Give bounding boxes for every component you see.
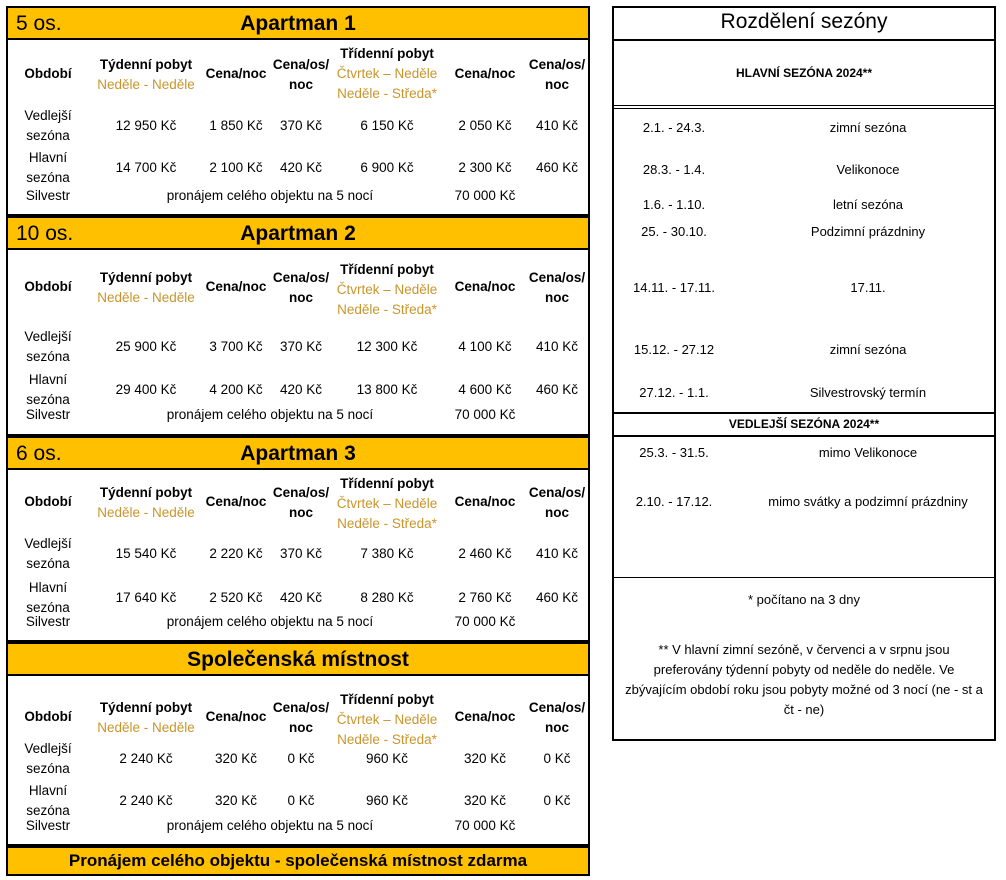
header-weekly-days: Neděle - Neděle (97, 290, 195, 305)
season-name: letní sezóna (832, 197, 904, 212)
row-period-season: sezóna (26, 349, 70, 364)
cell-person3: 460 Kč (535, 382, 579, 397)
cell-night: 320 Kč (214, 751, 258, 766)
header-price-night-3: Cena/noc (454, 279, 516, 294)
cell-person: 420 Kč (279, 382, 323, 397)
cell-weekly: 2 240 Kč (119, 751, 173, 766)
season-dates: 27.12. - 1.1. (639, 385, 709, 400)
cell-night3: 2 300 Kč (458, 160, 512, 175)
header-price-person: Cena/os/ (272, 700, 330, 715)
header-weekly-days: Neděle - Neděle (97, 505, 195, 520)
row-period: Hlavní (28, 580, 68, 595)
cell-person: 420 Kč (279, 590, 323, 605)
cell-weekly: 29 400 Kč (115, 382, 177, 397)
section-title: Společenská místnost (187, 648, 409, 671)
row-period-season: sezóna (26, 556, 70, 571)
season-name: Silvestrovský termín (809, 385, 927, 400)
season-panel-title: Rozdělení sezóny (720, 10, 888, 33)
header-three-day: Třídenní pobyt (340, 46, 434, 61)
section-title: Apartman 2 (240, 222, 356, 245)
note-line: preferovány týdenní pobyty od neděle do neděle. Ve (653, 662, 955, 677)
side-season-heading: VEDLEJŠÍ SEZÓNA 2024** (728, 417, 880, 431)
row-silvestr-price: 70 000 Kč (454, 614, 516, 629)
header-three-day-sun: Neděle - Středa* (337, 732, 437, 747)
row-period: Vedlejší (24, 741, 72, 756)
header-price-night: Cena/noc (205, 279, 267, 294)
cell-person3: 410 Kč (535, 546, 579, 561)
header-price-person-unit: noc (288, 505, 313, 520)
row-silvestr-price: 70 000 Kč (454, 818, 516, 833)
cell-person: 0 Kč (287, 751, 315, 766)
capacity-label: 6 os. (16, 442, 62, 465)
capacity-label: 10 os. (16, 222, 74, 245)
note-line: čt - ne) (783, 702, 825, 717)
header-weekly-days: Neděle - Neděle (97, 77, 195, 92)
header-weekly: Týdenní pobyt (99, 485, 193, 500)
header-weekly: Týdenní pobyt (99, 270, 193, 285)
section-title: Apartman 3 (240, 442, 356, 465)
cell-night: 2 220 Kč (209, 546, 263, 561)
header-period: Období (24, 709, 72, 724)
season-dates: 1.6. - 1.10. (642, 197, 706, 212)
header-period: Období (24, 494, 72, 509)
cell-night3: 320 Kč (463, 751, 507, 766)
row-period: Hlavní (28, 372, 68, 387)
row-silvestr-text: pronájem celého objektu na 5 nocí (166, 818, 374, 833)
header-price-person-unit: noc (288, 720, 313, 735)
cell-person3: 0 Kč (543, 793, 571, 808)
header-price-person-3: Cena/os/ (528, 485, 586, 500)
note-line: zbývajícím období roku jsou pobyty možné od 3 nocí (ne - st a (625, 682, 983, 697)
row-silvestr-label: Silvestr (25, 818, 71, 833)
cell-person: 420 Kč (279, 160, 323, 175)
section-bar (6, 436, 590, 470)
header-price-night-3: Cena/noc (454, 494, 516, 509)
row-period: Vedlejší (24, 329, 72, 344)
header-period: Období (24, 279, 72, 294)
row-silvestr-price: 70 000 Kč (454, 407, 516, 422)
row-period: Hlavní (28, 150, 68, 165)
header-price-person-unit: noc (288, 77, 313, 92)
section-bar (6, 216, 590, 250)
row-silvestr-label: Silvestr (25, 407, 71, 422)
row-period: Vedlejší (24, 536, 72, 551)
cell-three: 7 380 Kč (360, 546, 414, 561)
row-silvestr-price: 70 000 Kč (454, 188, 516, 203)
cell-night3: 4 600 Kč (458, 382, 512, 397)
cell-weekly: 2 240 Kč (119, 793, 173, 808)
header-three-day: Třídenní pobyt (340, 262, 434, 277)
header-weekly-days: Neděle - Neděle (97, 720, 195, 735)
header-price-person: Cena/os/ (272, 485, 330, 500)
row-period-season: sezóna (26, 392, 70, 407)
cell-night: 2 100 Kč (209, 160, 263, 175)
season-dates: 25. - 30.10. (641, 224, 707, 239)
cell-person3: 410 Kč (535, 118, 579, 133)
cell-night3: 4 100 Kč (458, 339, 512, 354)
header-period: Období (24, 66, 72, 81)
cell-three: 6 900 Kč (360, 160, 414, 175)
header-three-day-thu: Čtvrtek – Neděle (336, 66, 438, 81)
header-price-person-3: Cena/os/ (528, 270, 586, 285)
header-three-day-thu: Čtvrtek – Neděle (336, 282, 438, 297)
cell-person3: 460 Kč (535, 160, 579, 175)
header-three-day-sun: Neděle - Středa* (337, 302, 437, 317)
season-dates: 25.3. - 31.5. (639, 445, 709, 460)
row-silvestr-text: pronájem celého objektu na 5 nocí (166, 188, 374, 203)
cell-night: 3 700 Kč (209, 339, 263, 354)
season-dates: 2.1. - 24.3. (642, 120, 706, 135)
header-three-day: Třídenní pobyt (340, 476, 434, 491)
cell-person: 370 Kč (279, 339, 323, 354)
cell-three: 960 Kč (365, 793, 409, 808)
row-period: Hlavní (28, 783, 68, 798)
cell-night3: 2 050 Kč (458, 118, 512, 133)
header-price-person-unit: noc (288, 290, 313, 305)
cell-three: 8 280 Kč (360, 590, 414, 605)
header-three-day-thu: Čtvrtek – Neděle (336, 496, 438, 511)
cell-night3: 320 Kč (463, 793, 507, 808)
header-price-person-3-unit: noc (544, 720, 569, 735)
header-price-night: Cena/noc (205, 709, 267, 724)
header-price-person: Cena/os/ (272, 270, 330, 285)
row-period-season: sezóna (26, 600, 70, 615)
row-period-season: sezóna (26, 128, 70, 143)
section-title: Apartman 1 (240, 12, 356, 35)
cell-night: 320 Kč (214, 793, 258, 808)
cell-night: 2 520 Kč (209, 590, 263, 605)
note-three-days: * počítano na 3 dny (747, 592, 861, 607)
season-dates: 2.10. - 17.12. (635, 494, 713, 509)
header-three-day-thu: Čtvrtek – Neděle (336, 712, 438, 727)
row-silvestr-label: Silvestr (25, 614, 71, 629)
header-price-person-3-unit: noc (544, 290, 569, 305)
cell-weekly: 12 950 Kč (115, 118, 177, 133)
season-name: mimo Velikonoce (818, 445, 918, 460)
row-period-season: sezóna (26, 170, 70, 185)
header-three-day-sun: Neděle - Středa* (337, 86, 437, 101)
cell-weekly: 15 540 Kč (115, 546, 177, 561)
cell-person3: 410 Kč (535, 339, 579, 354)
header-price-night: Cena/noc (205, 494, 267, 509)
season-name: Podzimní prázdniny (810, 224, 926, 239)
cell-person: 0 Kč (287, 793, 315, 808)
cell-three: 13 800 Kč (356, 382, 418, 397)
header-three-day-sun: Neděle - Středa* (337, 516, 437, 531)
cell-three: 12 300 Kč (356, 339, 418, 354)
row-silvestr-text: pronájem celého objektu na 5 nocí (166, 407, 374, 422)
cell-person3: 0 Kč (543, 751, 571, 766)
row-silvestr-text: pronájem celého objektu na 5 nocí (166, 614, 374, 629)
season-name: 17.11. (850, 280, 886, 295)
cell-weekly: 14 700 Kč (115, 160, 177, 175)
header-price-night-3: Cena/noc (454, 709, 516, 724)
season-name: Velikonoce (836, 162, 900, 177)
header-price-night: Cena/noc (205, 66, 267, 81)
season-name: zimní sezóna (829, 342, 907, 357)
season-panel (612, 6, 996, 741)
cell-person: 370 Kč (279, 118, 323, 133)
season-name: zimní sezóna (829, 120, 907, 135)
cell-three: 6 150 Kč (360, 118, 414, 133)
header-price-person-3: Cena/os/ (528, 57, 586, 72)
header-three-day: Třídenní pobyt (340, 692, 434, 707)
note-line: ** V hlavní zimní sezóně, v červenci a v srpnu jsou (658, 642, 950, 657)
season-name: mimo svátky a podzimní prázdniny (768, 494, 968, 509)
season-dates: 15.12. - 27.12 (633, 342, 715, 357)
header-price-person-3-unit: noc (544, 77, 569, 92)
header-price-night-3: Cena/noc (454, 66, 516, 81)
cell-person: 370 Kč (279, 546, 323, 561)
row-silvestr-label: Silvestr (25, 188, 71, 203)
main-season-heading: HLAVNÍ SEZÓNA 2024** (735, 66, 873, 80)
header-price-person-3: Cena/os/ (528, 700, 586, 715)
row-period: Vedlejší (24, 108, 72, 123)
season-dates: 28.3. - 1.4. (642, 162, 706, 177)
cell-three: 960 Kč (365, 751, 409, 766)
season-dates: 14.11. - 17.11. (633, 280, 715, 295)
row-period-season: sezóna (26, 803, 70, 818)
footer-bar (6, 846, 590, 876)
cell-person3: 460 Kč (535, 590, 579, 605)
section-bar (6, 6, 590, 40)
cell-night3: 2 760 Kč (458, 590, 512, 605)
row-period-season: sezóna (26, 761, 70, 776)
header-weekly: Týdenní pobyt (99, 700, 193, 715)
footer-text: Pronájem celého objektu - společenská místnost zdarma (68, 851, 528, 870)
cell-night: 4 200 Kč (209, 382, 263, 397)
capacity-label: 5 os. (16, 12, 62, 35)
header-price-person-3-unit: noc (544, 505, 569, 520)
cell-weekly: 17 640 Kč (115, 590, 177, 605)
cell-weekly: 25 900 Kč (115, 339, 177, 354)
cell-night3: 2 460 Kč (458, 546, 512, 561)
section-bar (6, 642, 590, 676)
header-weekly: Týdenní pobyt (99, 57, 193, 72)
header-price-person: Cena/os/ (272, 57, 330, 72)
cell-night: 1 850 Kč (209, 118, 263, 133)
